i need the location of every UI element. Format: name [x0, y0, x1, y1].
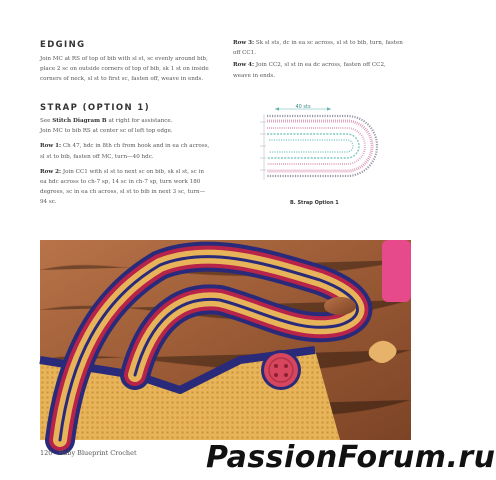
row2-label: Row 2:	[40, 168, 62, 175]
row4-line: weave in ends.	[233, 72, 275, 79]
strap-loop-hole	[324, 297, 356, 315]
arrow-right-icon	[327, 107, 331, 110]
page-footer	[40, 449, 137, 457]
row2-line: Row 2: Join CC1 with sl st to next sc on bib, sk sl st, sc in	[40, 168, 204, 175]
right-paragraph	[233, 38, 418, 81]
strap-paragraph	[40, 116, 235, 208]
arrow-left-icon	[275, 107, 279, 110]
row2-line: 94 sc.	[40, 199, 57, 206]
button-hole	[284, 373, 288, 377]
diagram-chain	[269, 140, 353, 152]
row4-label: Row 4:	[233, 62, 255, 69]
strap-heading: STRAP (OPTION 1)	[40, 103, 151, 113]
diagram-ref: Stitch Diagram B	[52, 118, 107, 124]
photo-illustration	[40, 240, 411, 440]
edging-line: place 2 sc on outside corners of top of bib, sk 1 st on inside	[40, 66, 209, 73]
diagram-caption: B. Strap Option 1	[290, 200, 339, 206]
edging-paragraph	[40, 54, 230, 85]
page-number: 120	[40, 449, 53, 457]
site-watermark: PassionForum.ru	[206, 440, 496, 475]
button-hole	[274, 373, 278, 377]
button-hole	[274, 364, 278, 368]
diagram-row1	[267, 134, 359, 158]
stitch-diagram	[255, 100, 395, 196]
row3-line: Row 3: Sk sl sts, dc in ea sc across, sl st to bib, turn, fasten	[233, 40, 403, 46]
product-photo	[40, 240, 411, 440]
edging-line: corners of neck, sl st to first sc, fasten off, weave in ends.	[40, 76, 204, 83]
see-line: See Stitch Diagram B at right for assistance.	[40, 118, 173, 124]
row3-label: Row 3:	[233, 40, 255, 46]
button-hole	[284, 364, 288, 368]
book-title: Baby Blueprint Crochet	[58, 449, 137, 457]
edging-line: Join MC at RS of top of bib with sl st, sc evenly around bib,	[40, 56, 208, 62]
row2-line: degrees, sc in ea ch across, sl st to bib in next 3 sc, turn—	[40, 189, 206, 196]
join-line: Join MC to bib RS at center sc of left top edge.	[40, 128, 173, 135]
edging-heading: EDGING	[40, 40, 86, 50]
diagram-stitch-count: 40 sts	[295, 104, 311, 110]
row1-line: sl st to bib, fasten off MC, turn—40 hdc.	[40, 153, 154, 160]
row1-label: Row 1:	[40, 143, 62, 150]
row1-line: Row 1: Ch 47, hdc in 8th ch from hook and in ea ch across,	[40, 143, 210, 150]
row2-line: ea hdc across to ch-7 sp, 14 sc in ch-7 sp, turn work 180	[40, 179, 201, 186]
pink-object	[382, 240, 411, 302]
row4-line: Row 4: Join CC2, sl st in ea dc across, fasten off CC2,	[233, 62, 386, 69]
row3-line: off CC1.	[233, 50, 257, 57]
